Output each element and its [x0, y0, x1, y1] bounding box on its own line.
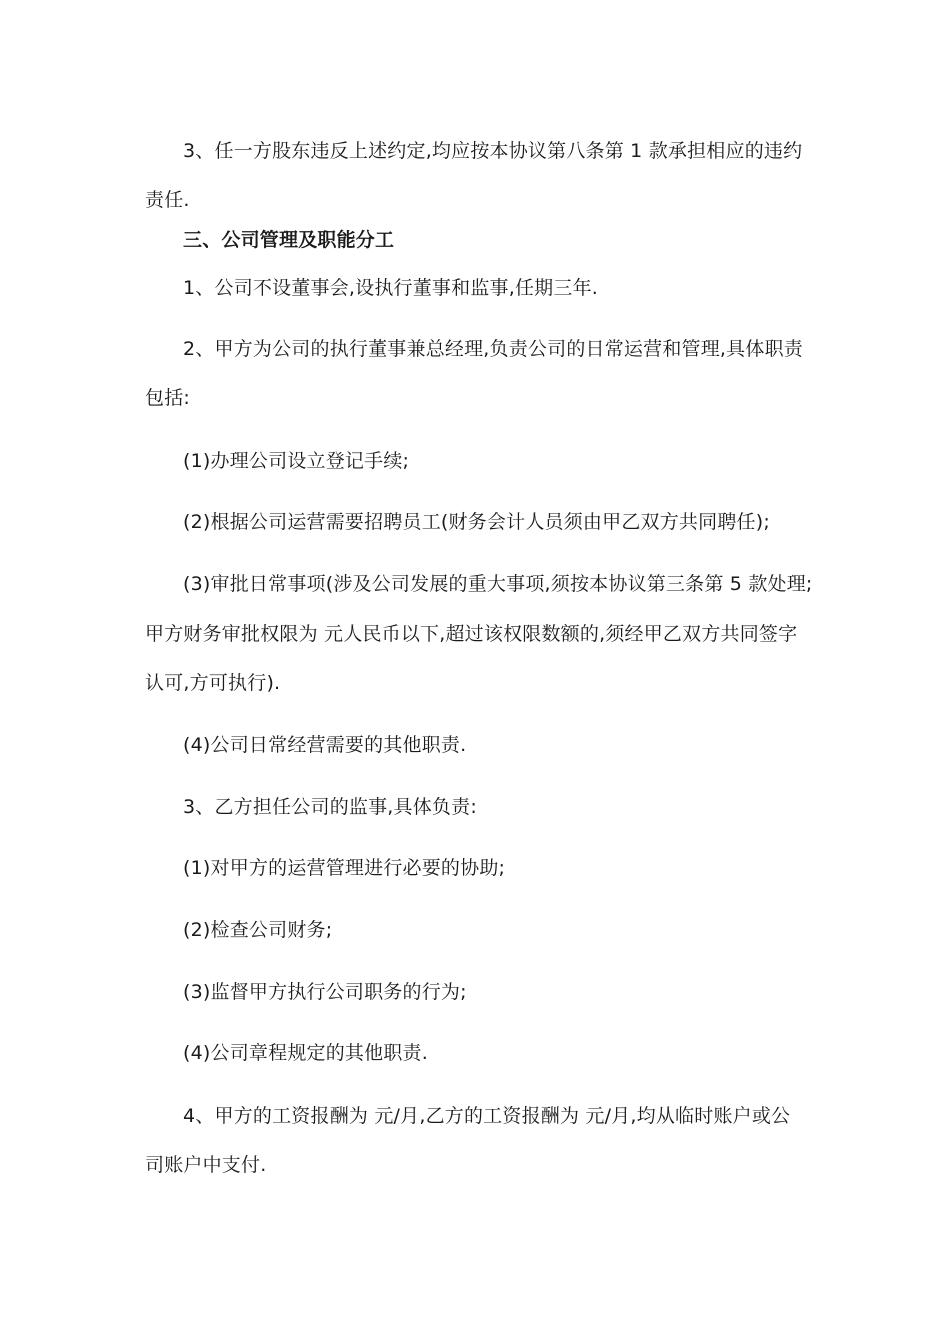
paragraph-3-breach-line-1: 3、任一方股东违反上述约定,均应按本协议第八条第 1 款承担相应的违约 — [183, 140, 803, 162]
section-heading-management: 三、公司管理及职能分工 — [183, 229, 395, 251]
paragraph-4-salary-line-2: 司账户中支付. — [145, 1154, 267, 1176]
item-b4-other: (4)公司章程规定的其他职责. — [183, 1042, 428, 1064]
paragraph-3-breach-line-2: 责任. — [145, 189, 190, 211]
paragraph-3-party-b: 3、乙方担任公司的监事,具体负责: — [183, 796, 477, 818]
item-a3-approval-line-3: 认可,方可执行). — [145, 672, 281, 694]
paragraph-4-salary-line-1: 4、甲方的工资报酬为 元/月,乙方的工资报酬为 元/月,均从临时账户或公 — [183, 1105, 791, 1127]
item-a3-approval-line-1: (3)审批日常事项(涉及公司发展的重大事项,须按本协议第三条第 5 款处理; — [183, 573, 813, 595]
item-a4-other: (4)公司日常经营需要的其他职责. — [183, 734, 467, 756]
item-b1-assist: (1)对甲方的运营管理进行必要的协助; — [183, 857, 506, 879]
item-a1-registration: (1)办理公司设立登记手续; — [183, 450, 410, 472]
item-a2-recruitment: (2)根据公司运营需要招聘员工(财务会计人员须由甲乙双方共同聘任); — [183, 511, 770, 533]
item-b3-supervise: (3)监督甲方执行公司职务的行为; — [183, 981, 467, 1003]
paragraph-2-party-a-line-2: 包括: — [145, 387, 191, 409]
paragraph-2-party-a-line-1: 2、甲方为公司的执行董事兼总经理,负责公司的日常运营和管理,具体职责 — [183, 338, 803, 360]
paragraph-1-board: 1、公司不设董事会,设执行董事和监事,任期三年. — [183, 277, 599, 299]
item-a3-approval-line-2: 甲方财务审批权限为 元人民币以下,超过该权限数额的,须经甲乙双方共同签字 — [145, 623, 798, 645]
item-b2-finance: (2)检查公司财务; — [183, 919, 333, 941]
